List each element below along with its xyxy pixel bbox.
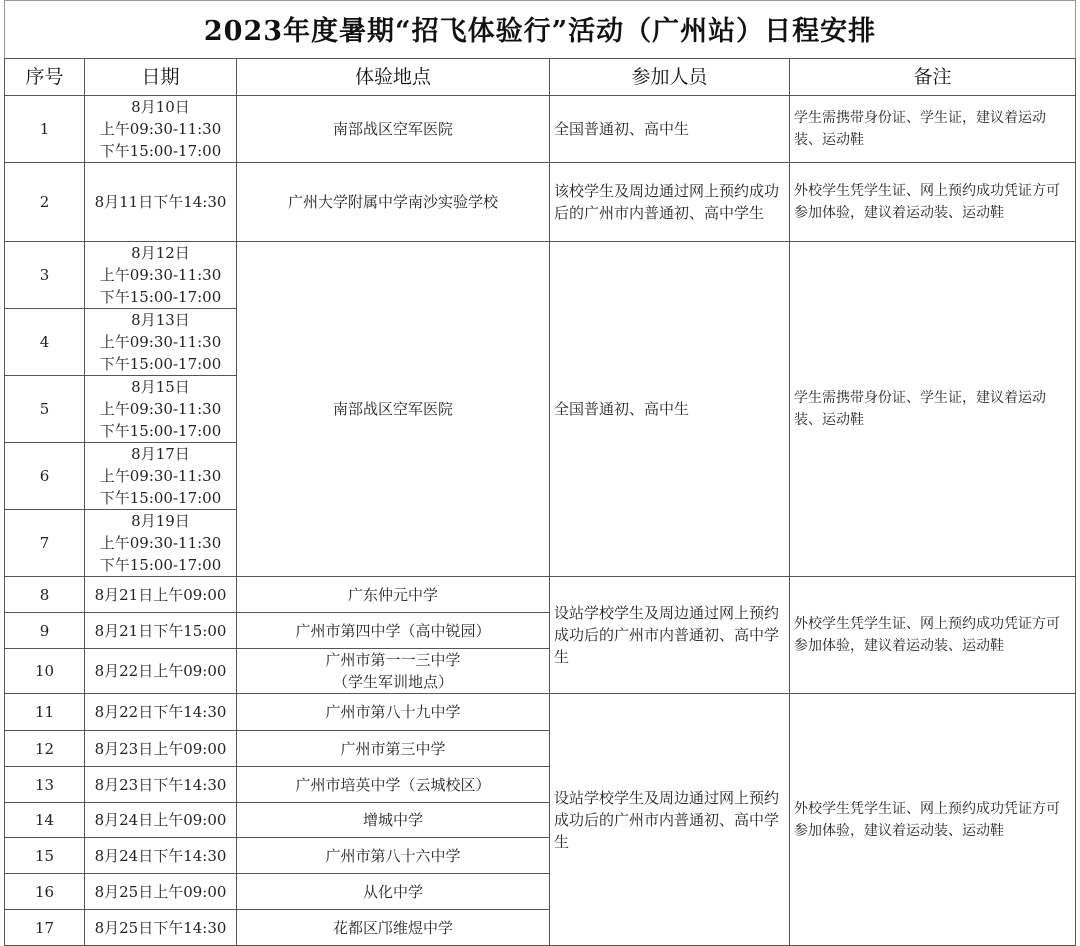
date-cell-line: 8月21日上午09:00 [94,585,227,604]
date-cell [85,803,237,838]
row-number: 5 [5,376,85,443]
date-cell-line: 8月23日上午09:00 [94,739,227,758]
participants-cell: 全国普通初、高中生 [550,96,790,163]
date-cell-line: 上午09:30-11:30 [99,400,222,418]
table-row [5,96,1076,163]
page-title: 2023年度暑期“招飞体验行”活动（广州站）日程安排 [4,0,1076,58]
date-cell [85,874,237,910]
location-cell-line: 广州市第一一三中学 [325,651,461,669]
header-location: 体验地点 [237,59,550,96]
location-cell [237,803,550,838]
location-cell-line: 广州市第八十九中学 [325,703,461,721]
location-cell [237,649,550,694]
location-cell [237,874,550,910]
date-cell-line: 8月12日 [131,244,190,262]
location-cell [237,96,550,163]
date-cell [85,577,237,613]
date-cell [85,910,237,946]
row-number: 6 [5,443,85,510]
date-cell-line: 下午15:00-17:00 [99,422,222,440]
location-cell [237,613,550,649]
date-cell-line: 上午09:30-11:30 [99,333,222,351]
location-cell-line: 广州市第八十六中学 [325,846,461,865]
date-cell-line: 8月17日 [131,445,190,463]
date-cell [85,613,237,649]
location-cell-line: 广州市第三中学 [340,739,446,758]
row-number: 15 [5,838,85,874]
row-number: 3 [5,242,85,309]
date-cell [85,510,237,577]
date-cell-line: 8月24日下午14:30 [94,846,227,865]
row-number: 1 [5,96,85,163]
participants-cell: 该校学生及周边通过网上预约成功后的广州市内普通初、高中学生 [550,163,790,242]
notes-cell: 外校学生凭学生证、网上预约成功凭证方可参加体验，建议着运动装、运动鞋 [790,577,1076,694]
participants-cell: 设站学校学生及周边通过网上预约成功后的广州市内普通初、高中学生 [550,694,790,946]
date-cell [85,443,237,510]
date-cell-line: 上午09:30-11:30 [99,120,222,138]
row-number: 13 [5,767,85,803]
table-row [5,694,1076,731]
header-no: 序号 [5,59,85,96]
row-number: 12 [5,731,85,767]
table-row [5,242,1076,309]
location-cell [237,910,550,946]
date-cell [85,767,237,803]
date-cell-line: 8月22日上午09:00 [94,662,227,680]
participants-cell: 设站学校学生及周边通过网上预约成功后的广州市内普通初、高中学生 [550,577,790,694]
notes-cell: 外校学生凭学生证、网上预约成功凭证方可参加体验，建议着运动装、运动鞋 [790,694,1076,946]
location-cell-line: 花都区邝维煜中学 [332,918,453,937]
location-cell-line: 广东仲元中学 [347,585,438,604]
row-number: 9 [5,613,85,649]
date-cell [85,376,237,443]
location-cell-line: 增城中学 [362,811,423,829]
date-cell [85,649,237,694]
location-cell-line: 从化中学 [362,882,423,901]
location-cell [237,163,550,242]
location-cell [237,731,550,767]
date-cell [85,731,237,767]
header-notes: 备注 [790,59,1076,96]
location-cell-line: 广州大学附属中学南沙实验学校 [287,193,498,211]
date-cell-line: 8月24日上午09:00 [94,811,227,829]
date-cell-line: 8月23日下午14:30 [94,775,227,794]
location-cell [237,577,550,613]
date-cell [85,694,237,731]
date-cell [85,838,237,874]
location-cell-line: 广州市第四中学（高中锐园） [295,621,491,640]
location-cell-line: 南部战区空军医院 [332,400,453,418]
location-cell [237,694,550,731]
location-cell [237,767,550,803]
row-number: 2 [5,163,85,242]
table-row [5,163,1076,242]
date-cell-line: 下午15:00-17:00 [99,288,222,306]
participants-cell: 全国普通初、高中生 [550,242,790,577]
date-cell [85,96,237,163]
row-number: 11 [5,694,85,731]
date-cell-line: 8月21日下午15:00 [94,621,227,640]
notes-cell: 外校学生凭学生证、网上预约成功凭证方可参加体验，建议着运动装、运动鞋 [790,163,1076,242]
notes-cell: 学生需携带身份证、学生证，建议着运动装、运动鞋 [790,96,1076,163]
row-number: 7 [5,510,85,577]
row-number: 4 [5,309,85,376]
date-cell-line: 上午09:30-11:30 [99,467,222,485]
schedule-table [4,58,1076,946]
date-cell-line: 上午09:30-11:30 [99,266,222,284]
date-cell [85,242,237,309]
location-cell-line: 广州市培英中学（云城校区） [295,775,491,794]
date-cell [85,309,237,376]
date-cell-line: 8月25日下午14:30 [94,918,227,937]
date-cell-line: 8月15日 [131,378,190,396]
location-cell-line: （学生军训地点） [332,673,453,691]
date-cell [85,163,237,242]
date-cell-line: 下午15:00-17:00 [99,556,222,574]
date-cell-line: 下午15:00-17:00 [99,489,222,507]
notes-cell: 学生需携带身份证、学生证，建议着运动装、运动鞋 [790,242,1076,577]
row-number: 16 [5,874,85,910]
table-row [5,577,1076,613]
date-cell-line: 8月13日 [131,311,190,329]
date-cell-line: 上午09:30-11:30 [99,534,222,552]
date-cell-line: 下午15:00-17:00 [99,142,222,160]
date-cell-line: 8月22日下午14:30 [94,703,227,721]
row-number: 10 [5,649,85,694]
location-cell [237,242,550,577]
date-cell-line: 下午15:00-17:00 [99,355,222,373]
location-cell [237,838,550,874]
table-header-row [5,59,1076,96]
date-cell-line: 8月11日下午14:30 [94,193,227,211]
date-cell-line: 8月10日 [131,98,190,116]
date-cell-line: 8月19日 [131,512,190,530]
location-cell-line: 南部战区空军医院 [332,120,453,138]
header-participants: 参加人员 [550,59,790,96]
row-number: 17 [5,910,85,946]
date-cell-line: 8月25日上午09:00 [94,882,227,901]
row-number: 14 [5,803,85,838]
header-date: 日期 [85,59,237,96]
row-number: 8 [5,577,85,613]
